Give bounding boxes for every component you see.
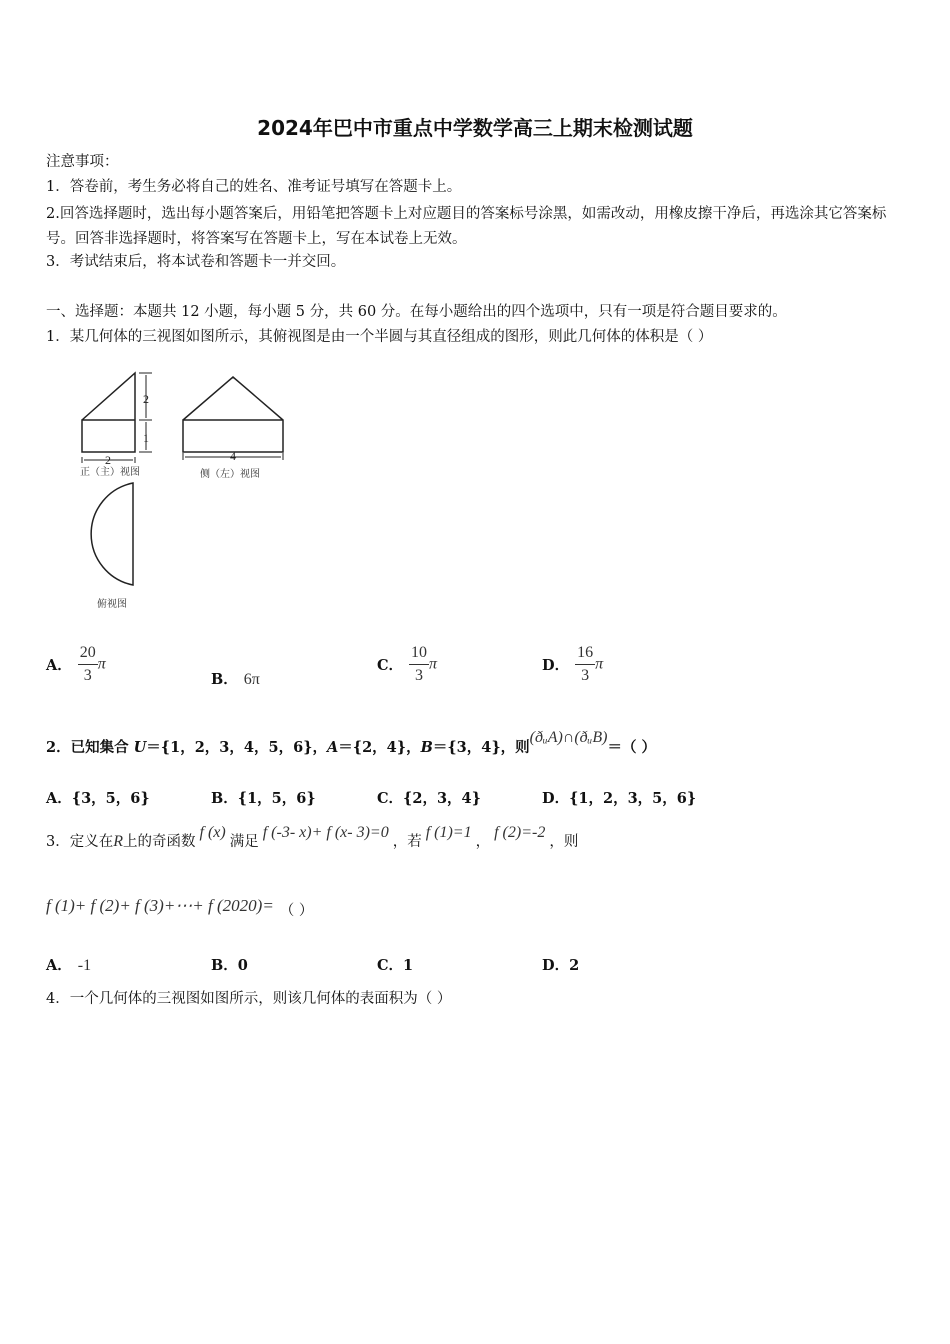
q2-B: B [420, 739, 433, 756]
q1-option-a[interactable] [46, 644, 106, 685]
q3-R: R [113, 833, 124, 850]
dim-2-bottom: 2 [105, 453, 111, 467]
dim-1: 1 [143, 431, 149, 445]
q3-blank: （ ） [279, 903, 314, 919]
q1-option-c-pi: π [429, 655, 438, 673]
q1-option-d-num: 16 [577, 644, 594, 661]
front-view-label: 正（主）视图 [80, 467, 140, 478]
front-view-dimensions [82, 373, 152, 463]
q2-option-d[interactable] [542, 787, 696, 808]
q1-option-c-den: 3 [415, 667, 424, 684]
notice-heading: 注意事项： [46, 154, 119, 170]
section-heading: 一、选择题：本题共 12 小题，每小题 5 分，共 60 分。在每小题给出的四个选项中，只有一项是符合题目要求的。 [46, 304, 787, 320]
q3-option-b-value: 0 [237, 957, 248, 974]
q1-option-d-den: 3 [581, 667, 590, 684]
q3-option-c-value: 1 [403, 957, 414, 974]
q2-prefix: 2．已知集合 [46, 739, 134, 756]
q2-option-a-value: {3，5，6} [71, 790, 150, 807]
q2-option-c-label: C． [377, 790, 404, 807]
q3-text-6: ，则 [549, 834, 579, 850]
q1-option-d-pi: π [595, 655, 604, 673]
q1-three-view-figure [70, 365, 290, 615]
q2-option-a[interactable] [46, 787, 150, 808]
q2-option-a-label: A． [46, 790, 72, 807]
q1-option-a-num: 20 [79, 644, 96, 661]
q3-option-c-label: C． [377, 957, 404, 974]
q3-text-5: ， [475, 834, 491, 850]
q4-stem: 4．一个几何体的三视图如图所示，则该几何体的表面积为（ ） [46, 991, 452, 1007]
q3-option-b[interactable] [211, 954, 248, 975]
page-title: 2024年巴中市重点中学数学高三上期末检测试题 [257, 116, 693, 140]
dim-2-top: 2 [143, 392, 149, 406]
q2-option-c-value: {2，3，4} [403, 790, 481, 807]
notice-item-2: 2.回答选择题时，选出每小题答案后，用铅笔把答题卡上对应题目的答案标号涂黑，如需改动，用橡皮擦干净后，再选涂其它答案标号。回答非选择题时，将答案写在答题卡上，写在本试卷上无效。 [46, 206, 887, 247]
side-view-label: 侧（左）视图 [200, 469, 260, 480]
q3-f2: f (2)=-2 [494, 824, 546, 841]
q3-option-b-label: B． [211, 957, 238, 974]
side-view [183, 377, 283, 452]
q3-fx: f (x) [199, 824, 226, 841]
q2-A-set: ＝{2，4}， [338, 739, 421, 756]
q1-stem: 1．某几何体的三视图如图所示，其俯视图是由一个半圆与其直径组成的图形，则此几何体的体积是（ ） [46, 329, 713, 345]
top-view-semicircle [91, 483, 133, 585]
q3-option-c[interactable] [377, 954, 413, 975]
q3-option-d[interactable] [542, 954, 579, 975]
dim-4: 4 [230, 449, 236, 463]
notice-item-3: 3．考试结束后，将本试卷和答题卡一并交回。 [46, 254, 346, 270]
q3-option-a-label: A． [46, 957, 72, 974]
q3-option-d-value: 2 [569, 957, 580, 974]
q3-option-a-value: -1 [77, 957, 92, 974]
q2-option-b-value: {1，5，6} [237, 790, 316, 807]
q2-option-b[interactable] [211, 787, 316, 808]
q3-sum-line [46, 896, 314, 921]
q2-B-set: ＝{3，4}，则 [432, 739, 530, 756]
q1-option-d[interactable] [542, 644, 603, 685]
q3-condition: f (-3- x)+ f (x- 3)=0 [262, 824, 389, 841]
q2-suffix: ＝（ ） [607, 739, 657, 756]
q1-option-b[interactable] [211, 668, 260, 689]
front-view [82, 373, 135, 452]
top-view-label: 俯视图 [97, 599, 127, 610]
q1-option-c-num: 10 [411, 644, 428, 661]
q1-option-d-label: D． [542, 657, 570, 674]
q2-option-d-label: D． [542, 790, 570, 807]
q3-text-4: ，若 [392, 834, 422, 850]
q2-A: A [326, 739, 339, 756]
q3-f1: f (1)=1 [425, 824, 472, 841]
q2-stem [46, 729, 657, 758]
notice-item-1: 1．答卷前，考生务必将自己的姓名、准考证号填写在答题卡上。 [46, 179, 462, 195]
q3-text-3: 满足 [229, 834, 259, 850]
q1-option-a-pi: π [97, 655, 106, 673]
q3-text-2: 上的奇函数 [123, 834, 196, 850]
q2-expression: (ðᵤA)∩(ðᵤB) [529, 729, 608, 746]
q3-stem [46, 824, 579, 852]
q2-option-d-value: {1，2，3，5，6} [569, 790, 697, 807]
q1-option-b-value: 6π [243, 671, 260, 688]
q3-sum: f (1)+ f (2)+ f (3)+⋯+ f (2020)= [46, 896, 274, 915]
q2-option-b-label: B． [211, 790, 238, 807]
q3-option-a[interactable] [46, 954, 91, 975]
q2-U: U [133, 739, 147, 756]
q1-option-b-label: B． [211, 671, 238, 688]
q3-option-d-label: D． [542, 957, 570, 974]
q2-U-set: ＝{1，2，3，4，5，6}， [146, 739, 327, 756]
q3-text-1: 3．定义在 [46, 834, 114, 850]
q1-option-c[interactable] [377, 644, 437, 685]
q1-option-c-label: C． [377, 657, 404, 674]
q1-option-a-den: 3 [83, 667, 92, 684]
q1-option-a-label: A． [46, 657, 72, 674]
q2-option-c[interactable] [377, 787, 481, 808]
